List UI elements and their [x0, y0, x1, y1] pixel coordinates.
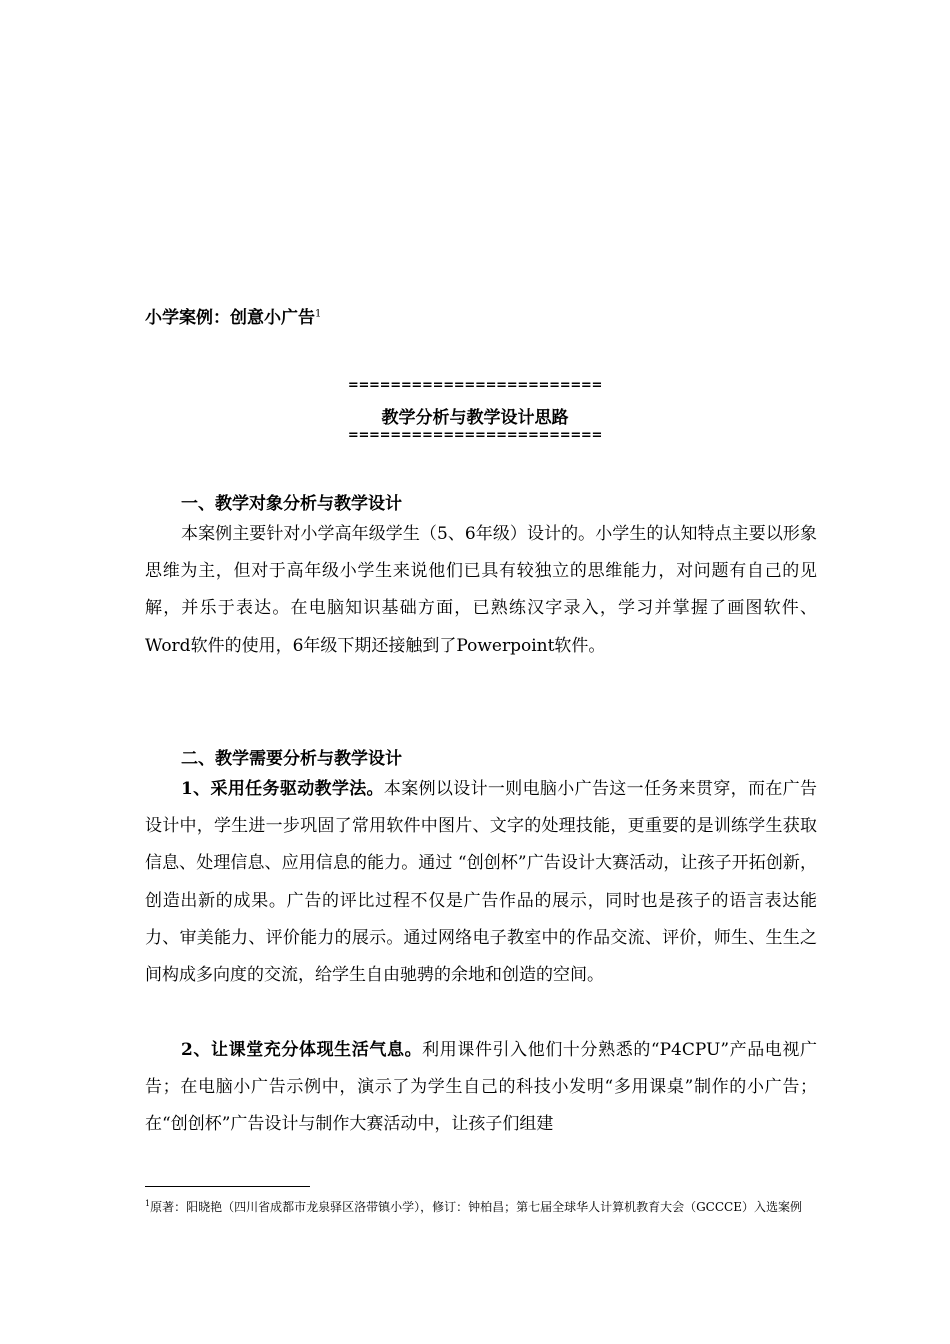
item-1-lead: 1、采用任务驱动教学法。 — [181, 779, 384, 799]
item-2-lead: 2、让课堂充分体现生活气息。 — [181, 1040, 423, 1060]
banner-title: 教学分析与教学设计思路 — [381, 408, 569, 428]
section-1-paragraph: 本案例主要针对小学高年级学生（5、6年级）设计的。小学生的认知特点主要以形象思维为主，但对于高年级小学生来说他们已具有较独立的思维能力，对问题有自己的见解，并乐于表达。在电脑知识基础方面，已熟练汉字录入，学习并掌握了画图软件、Word软件的使用，6年级下期还接触到了Powerpoint软件。 — [145, 524, 817, 656]
footnote-reference-mark: 1 — [315, 308, 322, 320]
banner-rule-top: ======================== — [347, 378, 603, 393]
banner-rule-bottom: ======================== — [347, 428, 603, 443]
section-2-item-1 — [145, 771, 817, 994]
section-1-heading: 一、教学对象分析与教学设计 — [181, 494, 402, 514]
item-2-text: 利用课件引入他们十分熟悉的“P4CPU”产品电视广告；在电脑小广告示例中，演示了为学生自己的科技小发明“多用课桌”制作的小广告；在“创创杯”广告设计与制作大赛活动中，让孩子们组建 — [145, 1040, 817, 1135]
item-1-text: 本案例以设计一则电脑小广告这一任务来贯穿，而在广告设计中，学生进一步巩固了常用软件中图片、文字的处理技能，更重要的是训练学生获取信息、处理信息、应用信息的能力。通过 “创创杯”广告设计大赛活动，让孩子开拓创新，创造出新的成果。广告的评比过程不仅是广告作品的展示，同时也是孩子的语言表达能力、审美能力、评价能力的展示。通过网络电子教室中的作品交流、评价，师生、生生之间构成多向度的交流，给学生自由驰骋的余地和创造的空间。 — [145, 779, 818, 986]
section-2-item-2 — [145, 1032, 817, 1144]
footnote — [145, 1194, 817, 1217]
footnote-mark: 1 — [145, 1199, 151, 1208]
case-title-text: 小学案例：创意小广告 — [145, 308, 315, 328]
section-2-heading: 二、教学需要分析与教学设计 — [181, 749, 402, 769]
case-title — [145, 303, 321, 328]
footnote-text: 原著：阳晓艳（四川省成都市龙泉驿区洛带镇小学），修订：钟柏昌；第七届全球华人计算机教育大会（GCCCE）入选案例 — [150, 1200, 802, 1214]
footnote-separator — [145, 1186, 310, 1187]
